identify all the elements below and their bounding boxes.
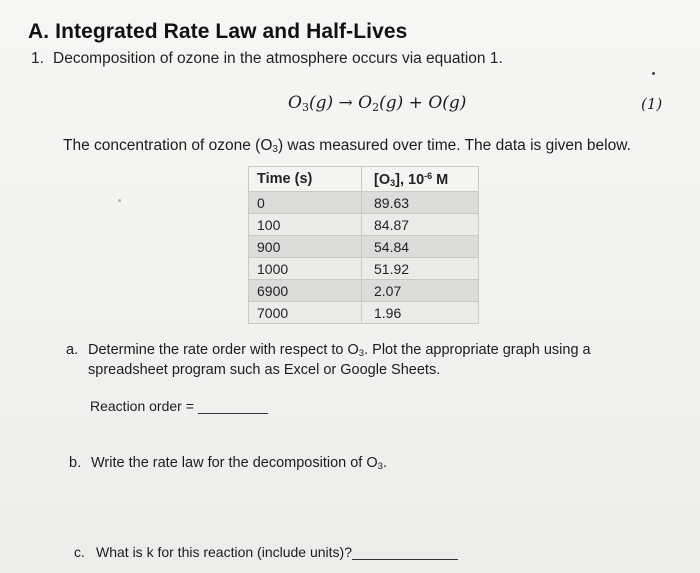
part-a-line-2: spreadsheet program such as Excel or Google Sheets. <box>88 362 441 378</box>
product1-symbol: O <box>358 93 373 113</box>
intro-subscript: 3 <box>272 144 278 155</box>
chemical-equation <box>288 93 466 114</box>
part-a-text-before: Determine the rate order with respect to O <box>88 342 359 358</box>
header-conc-open: [O <box>374 171 391 188</box>
reactant-subscript: 3 <box>301 101 309 114</box>
time-cell: 6900 <box>249 280 362 302</box>
part-b-text-before: Write the rate law for the decomposition of O <box>91 455 378 471</box>
header-time: Time (s) <box>249 167 362 192</box>
reaction-arrow-icon: → <box>338 93 353 113</box>
part-a-subscript: 3 <box>358 348 365 359</box>
question-number: 1. <box>31 50 44 67</box>
time-cell: 1000 <box>249 258 362 280</box>
concentration-cell: 89.63 <box>362 192 479 214</box>
ozone-data-table <box>248 166 479 324</box>
concentration-cell: 54.84 <box>362 236 479 258</box>
time-cell: 7000 <box>249 302 362 324</box>
intro-text-after: ) was measured over time. The data is given below. <box>277 137 631 154</box>
header-conc-exponent: -6 <box>424 170 433 181</box>
header-conc-subscript: 3 <box>390 177 396 188</box>
time-cell: 100 <box>249 214 362 236</box>
reaction-order-blank[interactable] <box>198 399 268 414</box>
part-a-text-after: . Plot the appropriate graph using a <box>364 342 591 358</box>
part-b-letter: b. <box>69 455 82 471</box>
intro-text-before: The concentration of ozone (O <box>63 137 273 154</box>
page-speck <box>118 199 121 202</box>
product2-state: (g) <box>442 93 467 113</box>
question-1-text: Decomposition of ozone in the atmosphere occurs via equation 1. <box>53 50 503 67</box>
part-b-text-after: . <box>382 455 387 471</box>
product1-state: (g) <box>379 93 404 113</box>
table-header-row <box>249 167 479 192</box>
concentration-cell: 2.07 <box>362 280 479 302</box>
part-a-line-1 <box>66 342 591 359</box>
rate-constant-blank[interactable] <box>352 545 458 560</box>
question-1 <box>31 50 503 68</box>
reactant-symbol: O <box>288 93 302 113</box>
concentration-cell: 51.92 <box>362 258 479 280</box>
part-c-text: What is k for this reaction (include units)? <box>96 544 352 560</box>
table-row <box>249 214 479 236</box>
table-row <box>249 192 479 214</box>
header-conc-mid: ], 10 <box>395 171 425 188</box>
part-a-letter: a. <box>66 342 79 358</box>
section-heading: A. Integrated Rate Law and Half-Lives <box>28 20 408 43</box>
table-row <box>249 302 479 324</box>
plus-sign: + <box>408 93 423 113</box>
time-cell: 900 <box>249 236 362 258</box>
data-intro-text <box>63 137 631 155</box>
reaction-order-label: Reaction order = <box>90 398 194 414</box>
page-speck <box>652 72 655 75</box>
part-b-subscript: 3 <box>377 461 383 472</box>
table-row <box>249 258 479 280</box>
header-conc-unit: M <box>432 171 449 188</box>
equation-number: (1) <box>641 95 663 113</box>
concentration-cell: 1.96 <box>362 302 479 324</box>
part-b <box>69 455 387 472</box>
reactant-state: (g) <box>308 93 334 113</box>
table-row <box>249 236 479 258</box>
reaction-order-field <box>90 398 268 414</box>
product2-symbol: O <box>428 93 443 113</box>
product1-subscript: 2 <box>372 101 380 114</box>
part-c <box>74 544 458 560</box>
table-row <box>249 280 479 302</box>
part-c-letter: c. <box>74 544 85 560</box>
time-cell: 0 <box>249 192 362 214</box>
header-concentration <box>362 167 479 192</box>
concentration-cell: 84.87 <box>362 214 479 236</box>
